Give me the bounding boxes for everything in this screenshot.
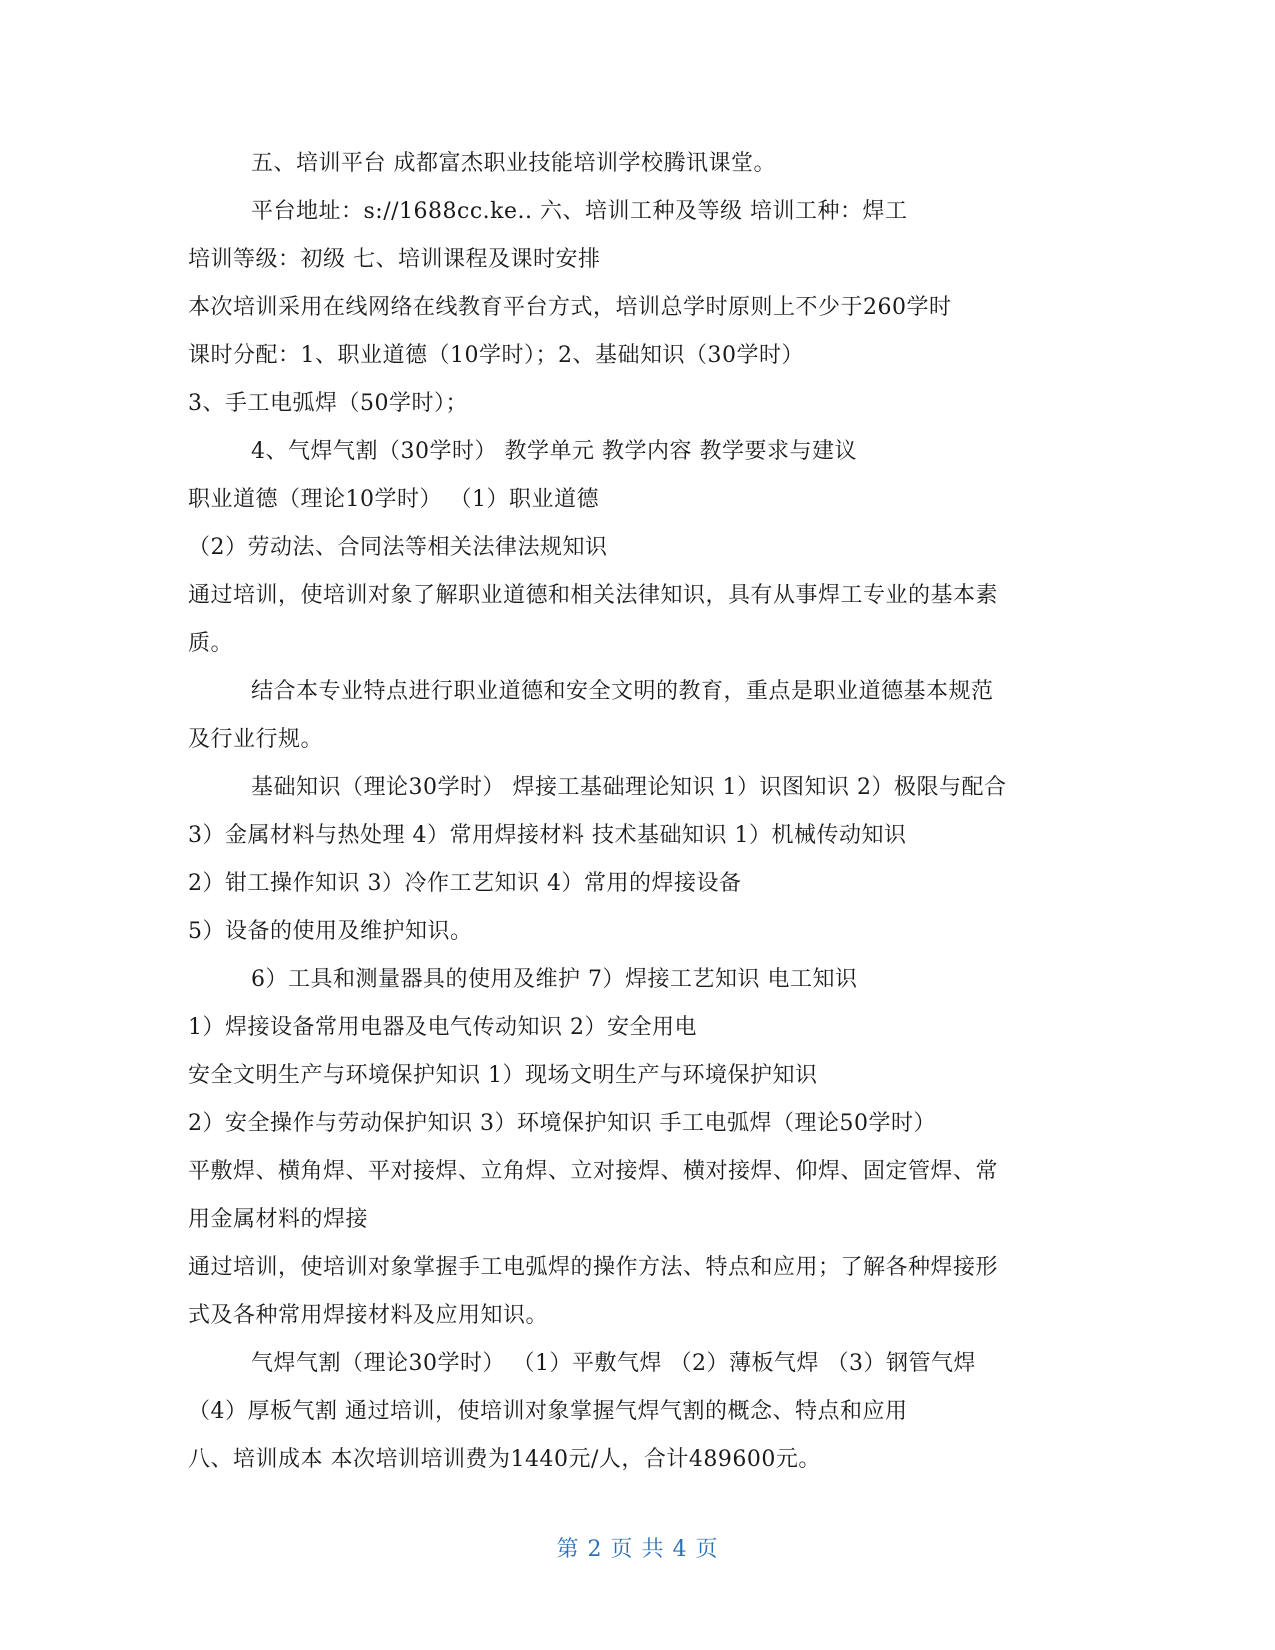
paragraph-line: 6）工具和测量器具的使用及维护 7）焊接工艺知识 电工知识	[251, 967, 858, 992]
paragraph-line: 4、气焊气割（30学时） 教学单元 教学内容 教学要求与建议	[251, 439, 857, 464]
paragraph-line: 平台地址：s://1688cc.ke.. 六、培训工种及等级 培训工种：焊工	[251, 199, 908, 224]
paragraph-line: 职业道德（理论10学时） （1）职业道德	[188, 487, 599, 512]
paragraph-line: 八、培训成本 本次培训培训费为1440元/人，合计489600元。	[188, 1447, 821, 1472]
paragraph-line: （4）厚板气割 通过培训，使培训对象掌握气焊气割的概念、特点和应用	[188, 1399, 908, 1424]
paragraph-line: 式及各种常用焊接材料及应用知识。	[188, 1303, 549, 1328]
paragraph-line: 质。	[188, 631, 234, 656]
paragraph-line: 3、手工电弧焊（50学时）；	[188, 391, 468, 416]
paragraph-line: 培训等级：初级 七、培训课程及课时安排	[188, 247, 601, 272]
paragraph-line: 本次培训采用在线网络在线教育平台方式，培训总学时原则上不少于260学时	[188, 295, 952, 320]
paragraph-line: 气焊气割（理论30学时） （1）平敷气焊 （2）薄板气焊 （3）钢管气焊	[251, 1351, 976, 1376]
paragraph-line: 安全文明生产与环境保护知识 1）现场文明生产与环境保护知识	[188, 1063, 818, 1088]
paragraph-line: 结合本专业特点进行职业道德和安全文明的教育，重点是职业道德基本规范	[251, 679, 994, 704]
paragraph-line: 1）焊接设备常用电器及电气传动知识 2）安全用电	[188, 1015, 697, 1040]
paragraph-line: 课时分配：1、职业道德（10学时）；2、基础知识（30学时）	[188, 343, 804, 368]
paragraph-line: 2）安全操作与劳动保护知识 3）环境保护知识 手工电弧焊（理论50学时）	[188, 1111, 936, 1136]
paragraph-line: （2）劳动法、合同法等相关法律法规知识	[188, 535, 608, 560]
paragraph-line: 及行业行规。	[188, 727, 324, 752]
paragraph-line: 平敷焊、横角焊、平对接焊、立角焊、立对接焊、横对接焊、仰焊、固定管焊、常	[188, 1159, 999, 1184]
document-body	[188, 140, 1088, 1484]
paragraph-line: 用金属材料的焊接	[188, 1207, 369, 1232]
paragraph-line: 五、培训平台 成都富杰职业技能培训学校腾讯课堂。	[251, 151, 776, 176]
paragraph-line: 2）钳工操作知识 3）冷作工艺知识 4）常用的焊接设备	[188, 871, 742, 896]
paragraph-line: 5）设备的使用及维护知识。	[188, 919, 473, 944]
paragraph-line: 基础知识（理论30学时） 焊接工基础理论知识 1）识图知识 2）极限与配合	[251, 775, 1007, 800]
paragraph-line: 通过培训，使培训对象了解职业道德和相关法律知识，具有从事焊工专业的基本素	[188, 583, 999, 608]
paragraph-line: 3）金属材料与热处理 4）常用焊接材料 技术基础知识 1）机械传动知识	[188, 823, 907, 848]
page-number-footer: 第 2 页 共 4 页	[556, 1537, 719, 1562]
paragraph-line: 通过培训，使培训对象掌握手工电弧焊的操作方法、特点和应用；了解各种焊接形	[188, 1255, 999, 1280]
